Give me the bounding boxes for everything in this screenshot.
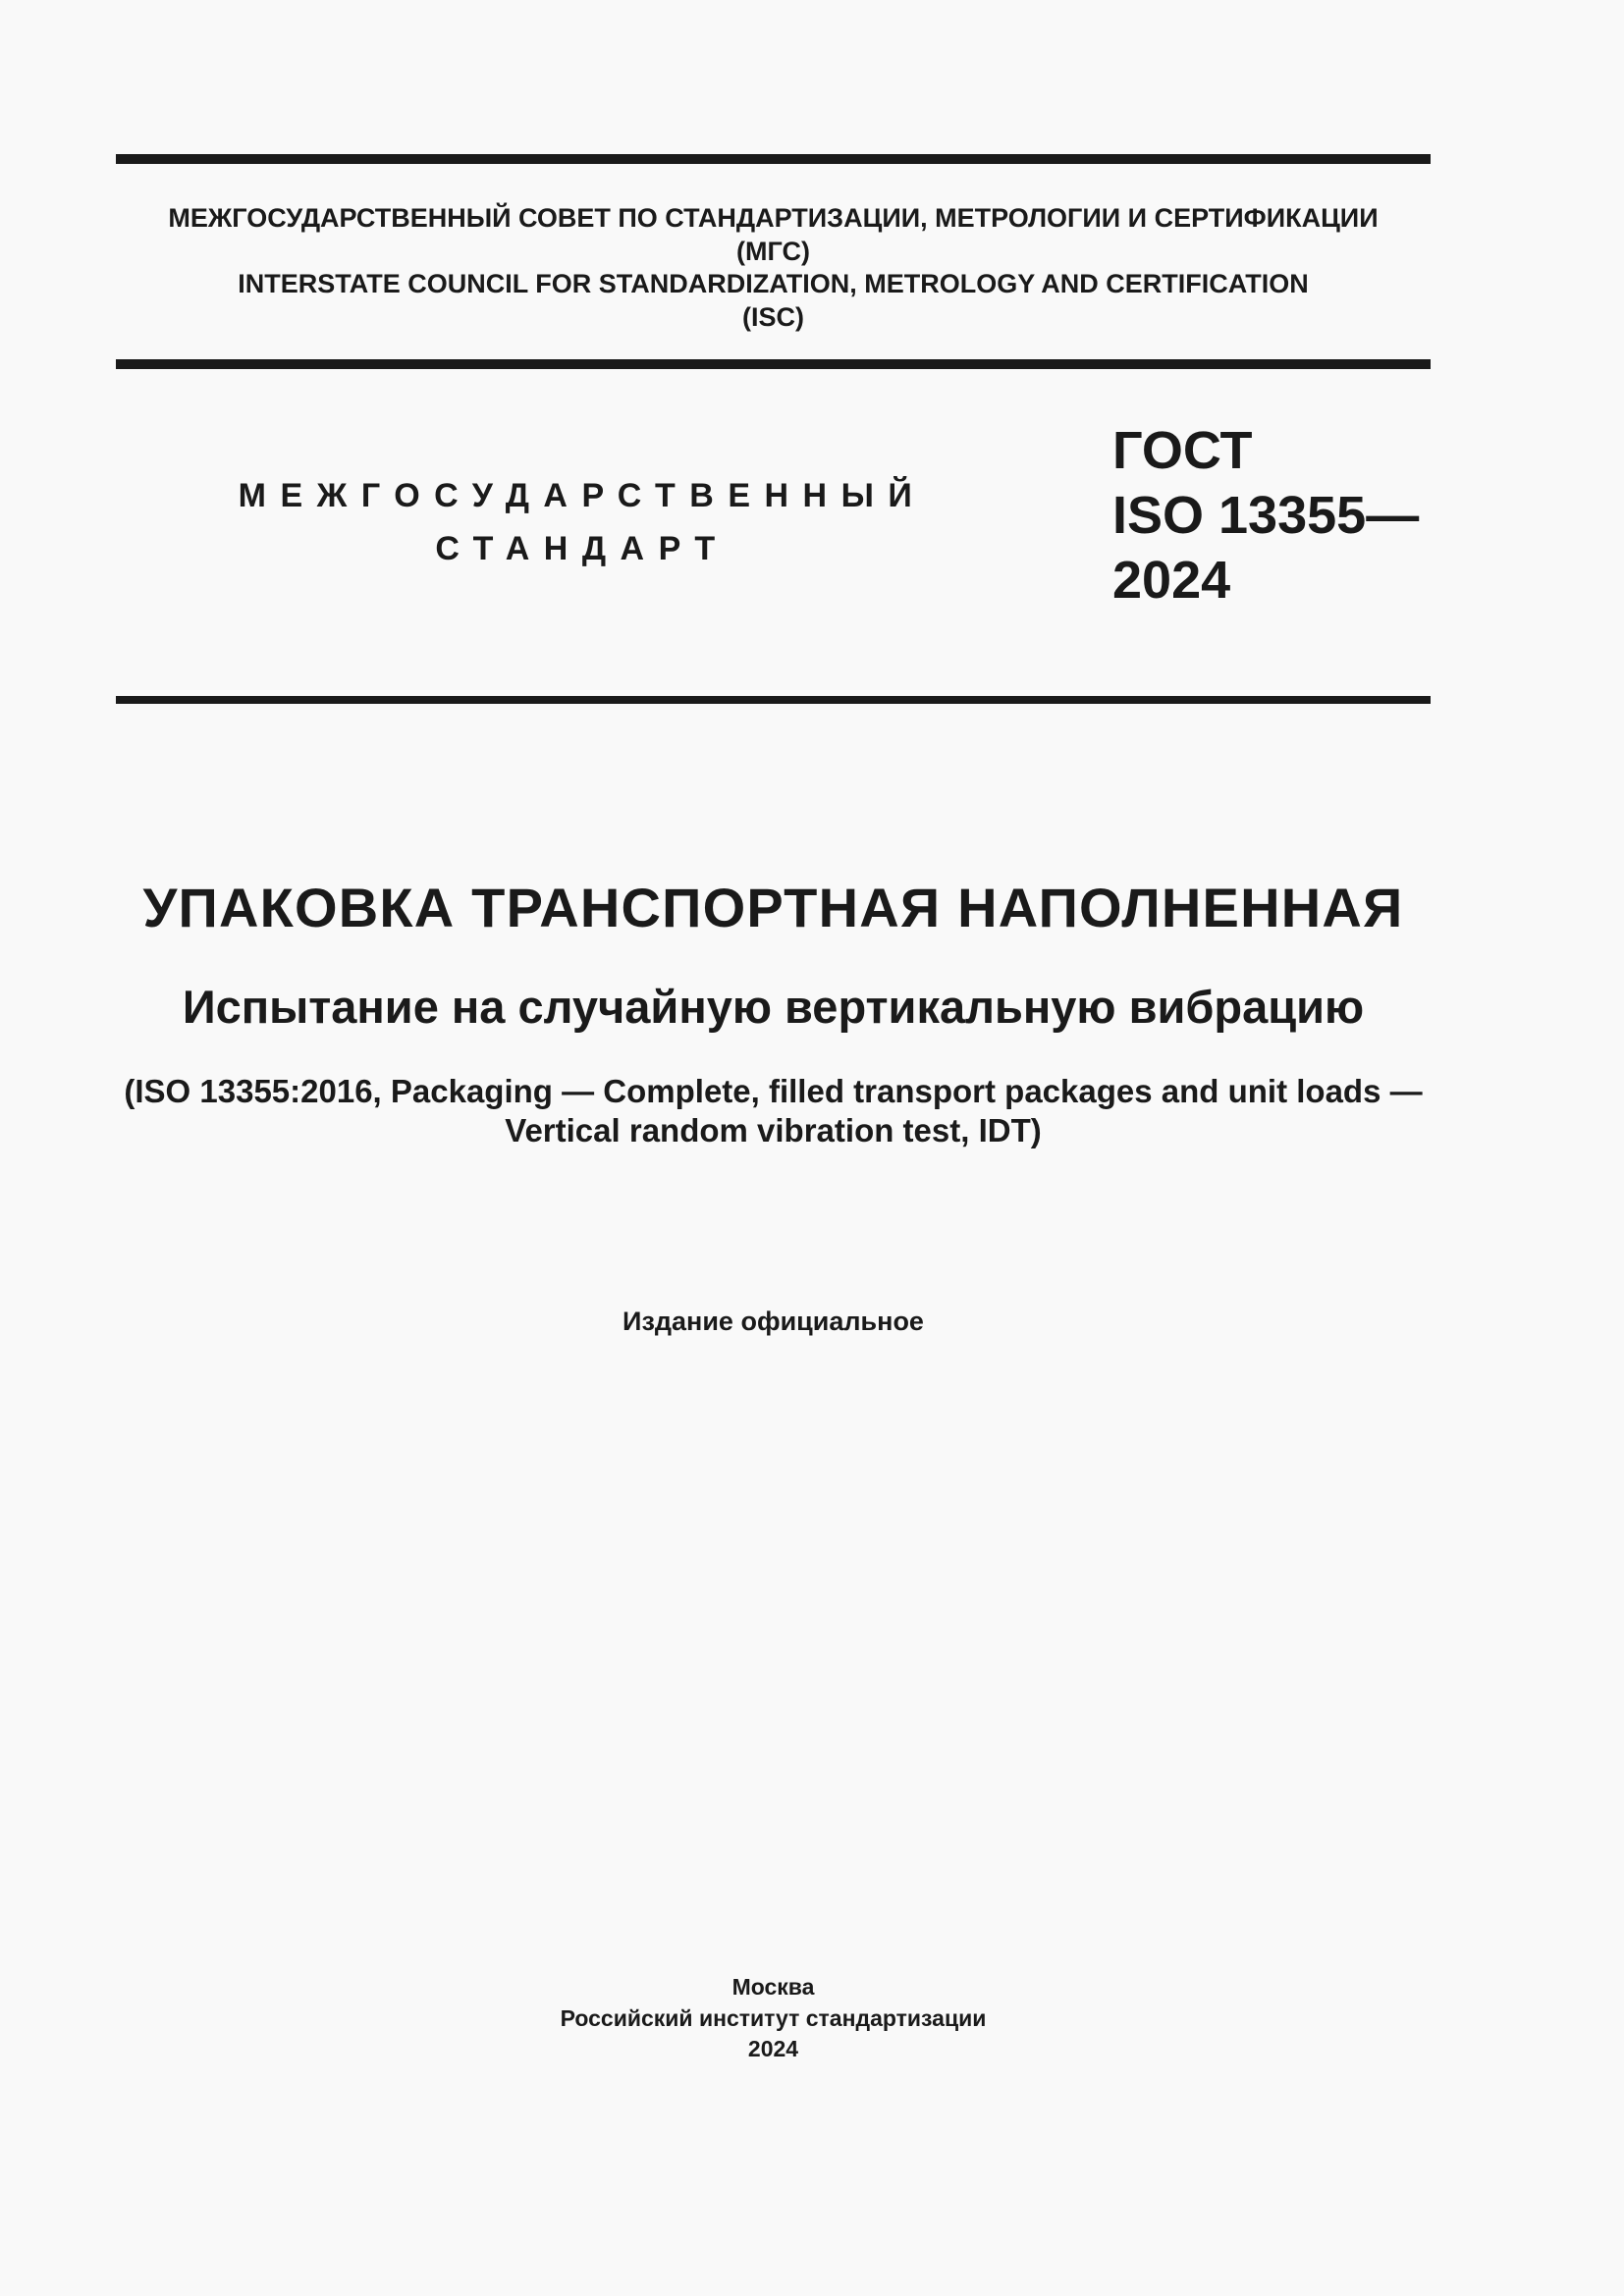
standard-type [234, 469, 931, 575]
imprint-publisher: Российский институт стандартизации [560, 2004, 987, 2031]
council-name-en: INTERSTATE COUNCIL FOR STANDARDIZATION, METROLOGY AND CERTIFICATION [238, 269, 1309, 298]
council-header [116, 202, 1431, 334]
edition-label: Издание официальное [623, 1307, 924, 1336]
council-name-ru: МЕЖГОСУДАРСТВЕННЫЙ СОВЕТ ПО СТАНДАРТИЗАЦИИ, МЕТРОЛОГИИ И СЕРТИФИКАЦИИ [168, 203, 1379, 233]
designation-line3: 2024 [1112, 551, 1231, 610]
iso-reference [106, 1072, 1440, 1150]
designation-line1: ГОСТ [1112, 421, 1253, 480]
imprint-year: 2024 [747, 2036, 799, 2061]
standard-designation [1112, 418, 1436, 613]
document-title: УПАКОВКА ТРАНСПОРТНАЯ НАПОЛНЕННАЯ [142, 877, 1404, 938]
designation-line2: ISO 13355— [1112, 486, 1420, 545]
designation-rule [116, 696, 1431, 704]
iso-reference-line1: (ISO 13355:2016, Packaging — Complete, filled transport packages and unit loads — [124, 1073, 1423, 1109]
council-abbr-en: (ISC) [742, 301, 804, 332]
council-rule [116, 359, 1431, 369]
top-rule [116, 154, 1431, 164]
standard-type-line2: СТАНДАРТ [435, 530, 730, 567]
document-subtitle: Испытание на случайную вертикальную вибрацию [182, 981, 1365, 1033]
council-abbr-ru: (МГС) [736, 236, 810, 266]
standard-type-line1: МЕЖГОСУДАРСТВЕННЫЙ [238, 477, 927, 514]
iso-reference-line2: Vertical random vibration test, IDT) [505, 1112, 1042, 1148]
imprint-city: Москва [731, 1974, 815, 2000]
imprint [116, 1972, 1431, 2065]
